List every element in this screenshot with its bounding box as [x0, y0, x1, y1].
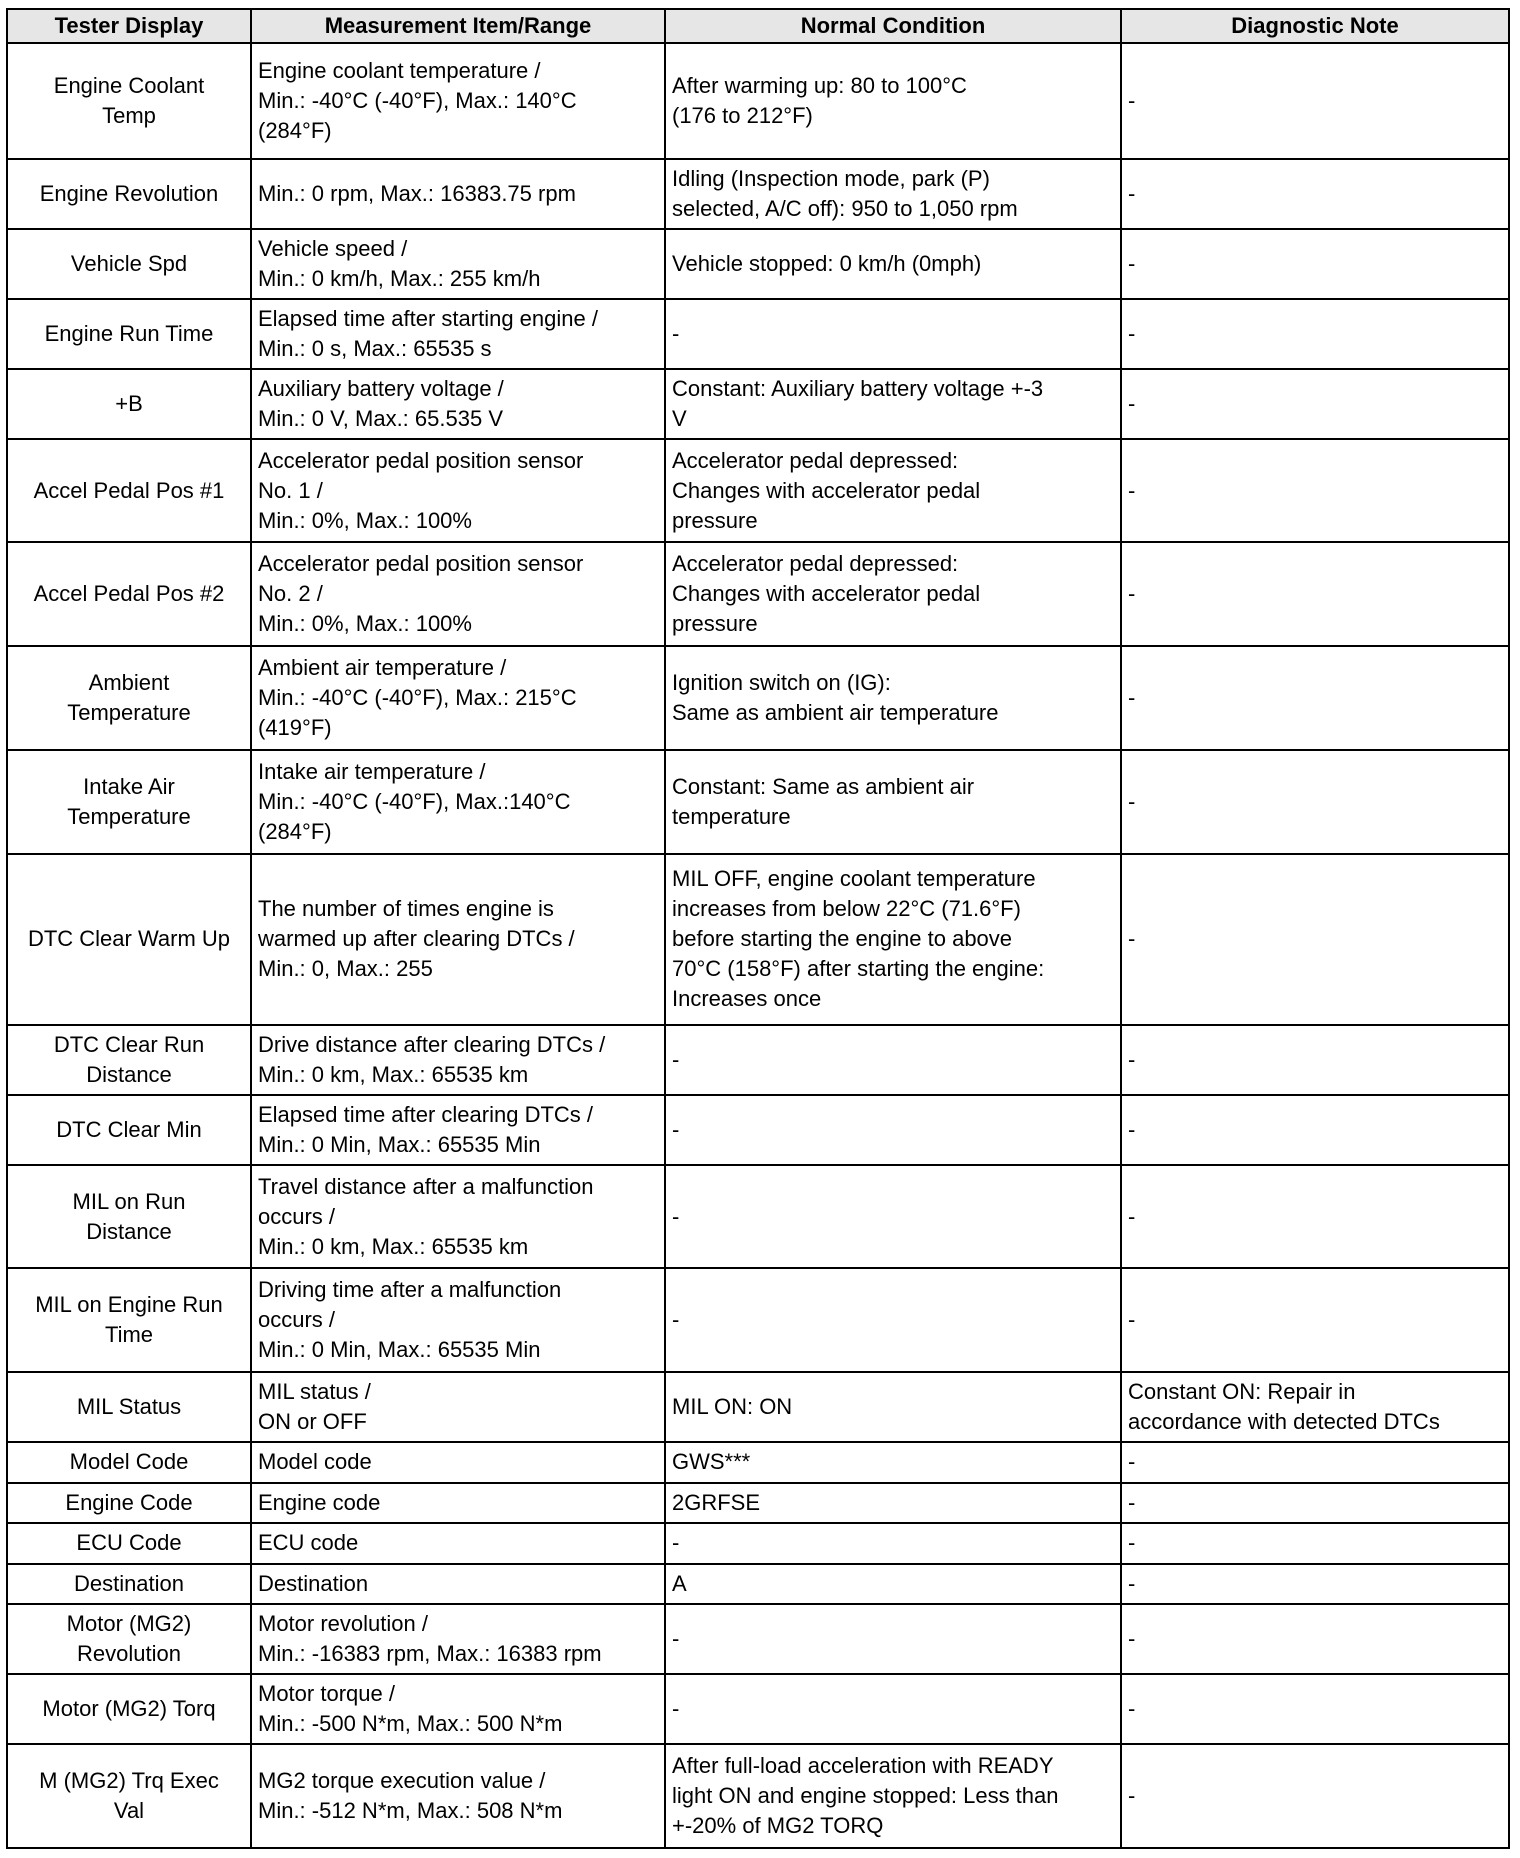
- measurement-item-cell: Driving time after a malfunction occurs / Min.: 0 Min, Max.: 65535 Min: [251, 1268, 665, 1372]
- table-row: [7, 1165, 1509, 1269]
- header-diagnostic-note: Diagnostic Note: [1121, 9, 1509, 43]
- table-row: [7, 229, 1509, 299]
- tester-display-cell: MIL on Engine Run Time: [7, 1268, 251, 1372]
- table-row: [7, 1604, 1509, 1674]
- normal-condition-cell: Constant: Same as ambient air temperature: [665, 750, 1121, 854]
- table-row: [7, 299, 1509, 369]
- header-row: [7, 9, 1509, 43]
- normal-condition-cell: Accelerator pedal depressed: Changes with accelerator pedal pressure: [665, 439, 1121, 543]
- diagnostic-note-cell: -: [1121, 43, 1509, 159]
- tester-display-cell: M (MG2) Trq Exec Val: [7, 1744, 251, 1848]
- measurement-item-cell: MG2 torque execution value / Min.: -512 N*m, Max.: 508 N*m: [251, 1744, 665, 1848]
- tester-display-cell: Vehicle Spd: [7, 229, 251, 299]
- tester-display-cell: DTC Clear Warm Up: [7, 854, 251, 1025]
- table-row: [7, 159, 1509, 229]
- header-tester-display: Tester Display: [7, 9, 251, 43]
- table-row: [7, 43, 1509, 159]
- table-row: [7, 1523, 1509, 1564]
- normal-condition-cell: -: [665, 1095, 1121, 1165]
- tester-display-cell: DTC Clear Min: [7, 1095, 251, 1165]
- tester-display-cell: Engine Run Time: [7, 299, 251, 369]
- diagnostic-note-cell: -: [1121, 854, 1509, 1025]
- normal-condition-cell: Constant: Auxiliary battery voltage +-3 V: [665, 369, 1121, 439]
- table-row: [7, 1483, 1509, 1524]
- diagnostic-note-cell: -: [1121, 439, 1509, 543]
- diagnostic-note-cell: -: [1121, 1564, 1509, 1605]
- measurement-item-cell: The number of times engine is warmed up after clearing DTCs / Min.: 0, Max.: 255: [251, 854, 665, 1025]
- header-normal-condition: Normal Condition: [665, 9, 1121, 43]
- tester-display-cell: DTC Clear Run Distance: [7, 1025, 251, 1095]
- tester-display-cell: Destination: [7, 1564, 251, 1605]
- header-measurement-item: Measurement Item/Range: [251, 9, 665, 43]
- table-row: [7, 1744, 1509, 1848]
- normal-condition-cell: GWS***: [665, 1442, 1121, 1483]
- measurement-item-cell: Model code: [251, 1442, 665, 1483]
- normal-condition-cell: -: [665, 1025, 1121, 1095]
- measurement-item-cell: Intake air temperature / Min.: -40°C (-40°F), Max.:140°C (284°F): [251, 750, 665, 854]
- table-row: [7, 750, 1509, 854]
- measurement-item-cell: Elapsed time after starting engine / Min.: 0 s, Max.: 65535 s: [251, 299, 665, 369]
- normal-condition-cell: After full-load acceleration with READY light ON and engine stopped: Less than +-20% of MG2 TORQ: [665, 1744, 1121, 1848]
- tester-display-cell: Model Code: [7, 1442, 251, 1483]
- diagnostic-note-cell: -: [1121, 1268, 1509, 1372]
- diagnostic-note-cell: Constant ON: Repair in accordance with detected DTCs: [1121, 1372, 1509, 1442]
- measurement-item-cell: Auxiliary battery voltage / Min.: 0 V, Max.: 65.535 V: [251, 369, 665, 439]
- measurement-item-cell: Drive distance after clearing DTCs / Min.: 0 km, Max.: 65535 km: [251, 1025, 665, 1095]
- diagnostic-note-cell: -: [1121, 369, 1509, 439]
- tester-display-cell: Accel Pedal Pos #2: [7, 542, 251, 646]
- diagnostic-note-cell: -: [1121, 1674, 1509, 1744]
- tester-display-cell: MIL Status: [7, 1372, 251, 1442]
- measurement-item-cell: MIL status / ON or OFF: [251, 1372, 665, 1442]
- normal-condition-cell: A: [665, 1564, 1121, 1605]
- normal-condition-cell: -: [665, 1604, 1121, 1674]
- diagnostic-note-cell: -: [1121, 1442, 1509, 1483]
- measurement-item-cell: Engine code: [251, 1483, 665, 1524]
- measurement-item-cell: Vehicle speed / Min.: 0 km/h, Max.: 255 km/h: [251, 229, 665, 299]
- measurement-item-cell: Elapsed time after clearing DTCs / Min.: 0 Min, Max.: 65535 Min: [251, 1095, 665, 1165]
- diagnostic-note-cell: -: [1121, 1025, 1509, 1095]
- measurement-item-cell: Ambient air temperature / Min.: -40°C (-40°F), Max.: 215°C (419°F): [251, 646, 665, 750]
- measurement-item-cell: ECU code: [251, 1523, 665, 1564]
- table-row: [7, 1025, 1509, 1095]
- table-row: [7, 542, 1509, 646]
- table-row: [7, 646, 1509, 750]
- measurement-item-cell: Motor revolution / Min.: -16383 rpm, Max.: 16383 rpm: [251, 1604, 665, 1674]
- diagnostic-note-cell: -: [1121, 1523, 1509, 1564]
- diagnostic-note-cell: -: [1121, 299, 1509, 369]
- tester-display-cell: Motor (MG2) Torq: [7, 1674, 251, 1744]
- normal-condition-cell: -: [665, 299, 1121, 369]
- normal-condition-cell: MIL ON: ON: [665, 1372, 1121, 1442]
- measurement-item-cell: Engine coolant temperature / Min.: -40°C (-40°F), Max.: 140°C (284°F): [251, 43, 665, 159]
- table-row: [7, 439, 1509, 543]
- table-row: [7, 1674, 1509, 1744]
- table-row: [7, 1372, 1509, 1442]
- table-row: [7, 1442, 1509, 1483]
- tester-display-cell: Ambient Temperature: [7, 646, 251, 750]
- normal-condition-cell: -: [665, 1674, 1121, 1744]
- normal-condition-cell: Accelerator pedal depressed: Changes with accelerator pedal pressure: [665, 542, 1121, 646]
- tester-display-cell: +B: [7, 369, 251, 439]
- measurement-item-cell: Accelerator pedal position sensor No. 1 / Min.: 0%, Max.: 100%: [251, 439, 665, 543]
- measurement-item-cell: Motor torque / Min.: -500 N*m, Max.: 500 N*m: [251, 1674, 665, 1744]
- diagnostic-note-cell: -: [1121, 159, 1509, 229]
- normal-condition-cell: Ignition switch on (IG): Same as ambient air temperature: [665, 646, 1121, 750]
- diagnostic-note-cell: -: [1121, 542, 1509, 646]
- data-list-table: [6, 8, 1510, 1849]
- normal-condition-cell: Vehicle stopped: 0 km/h (0mph): [665, 229, 1121, 299]
- diagnostic-note-cell: -: [1121, 646, 1509, 750]
- measurement-item-cell: Travel distance after a malfunction occurs / Min.: 0 km, Max.: 65535 km: [251, 1165, 665, 1269]
- table-row: [7, 1268, 1509, 1372]
- tester-display-cell: Motor (MG2) Revolution: [7, 1604, 251, 1674]
- tester-display-cell: Engine Code: [7, 1483, 251, 1524]
- table-row: [7, 1095, 1509, 1165]
- diagnostic-note-cell: -: [1121, 1095, 1509, 1165]
- tester-display-cell: Intake Air Temperature: [7, 750, 251, 854]
- table-row: [7, 369, 1509, 439]
- tester-display-cell: Engine Coolant Temp: [7, 43, 251, 159]
- diagnostic-note-cell: -: [1121, 1744, 1509, 1848]
- normal-condition-cell: After warming up: 80 to 100°C (176 to 212°F): [665, 43, 1121, 159]
- normal-condition-cell: -: [665, 1268, 1121, 1372]
- normal-condition-cell: 2GRFSE: [665, 1483, 1121, 1524]
- measurement-item-cell: Destination: [251, 1564, 665, 1605]
- diagnostic-note-cell: -: [1121, 750, 1509, 854]
- diagnostic-note-cell: -: [1121, 229, 1509, 299]
- diagnostic-note-cell: -: [1121, 1483, 1509, 1524]
- normal-condition-cell: -: [665, 1165, 1121, 1269]
- tester-display-cell: MIL on Run Distance: [7, 1165, 251, 1269]
- measurement-item-cell: Min.: 0 rpm, Max.: 16383.75 rpm: [251, 159, 665, 229]
- diagnostic-note-cell: -: [1121, 1604, 1509, 1674]
- tester-display-cell: ECU Code: [7, 1523, 251, 1564]
- diagnostic-note-cell: -: [1121, 1165, 1509, 1269]
- normal-condition-cell: MIL OFF, engine coolant temperature increases from below 22°C (71.6°F) before starting the engine to above 70°C (158°F) after starting the engine: Increases once: [665, 854, 1121, 1025]
- normal-condition-cell: Idling (Inspection mode, park (P) selected, A/C off): 950 to 1,050 rpm: [665, 159, 1121, 229]
- tester-display-cell: Engine Revolution: [7, 159, 251, 229]
- table-row: [7, 854, 1509, 1025]
- tester-display-cell: Accel Pedal Pos #1: [7, 439, 251, 543]
- normal-condition-cell: -: [665, 1523, 1121, 1564]
- measurement-item-cell: Accelerator pedal position sensor No. 2 / Min.: 0%, Max.: 100%: [251, 542, 665, 646]
- table-row: [7, 1564, 1509, 1605]
